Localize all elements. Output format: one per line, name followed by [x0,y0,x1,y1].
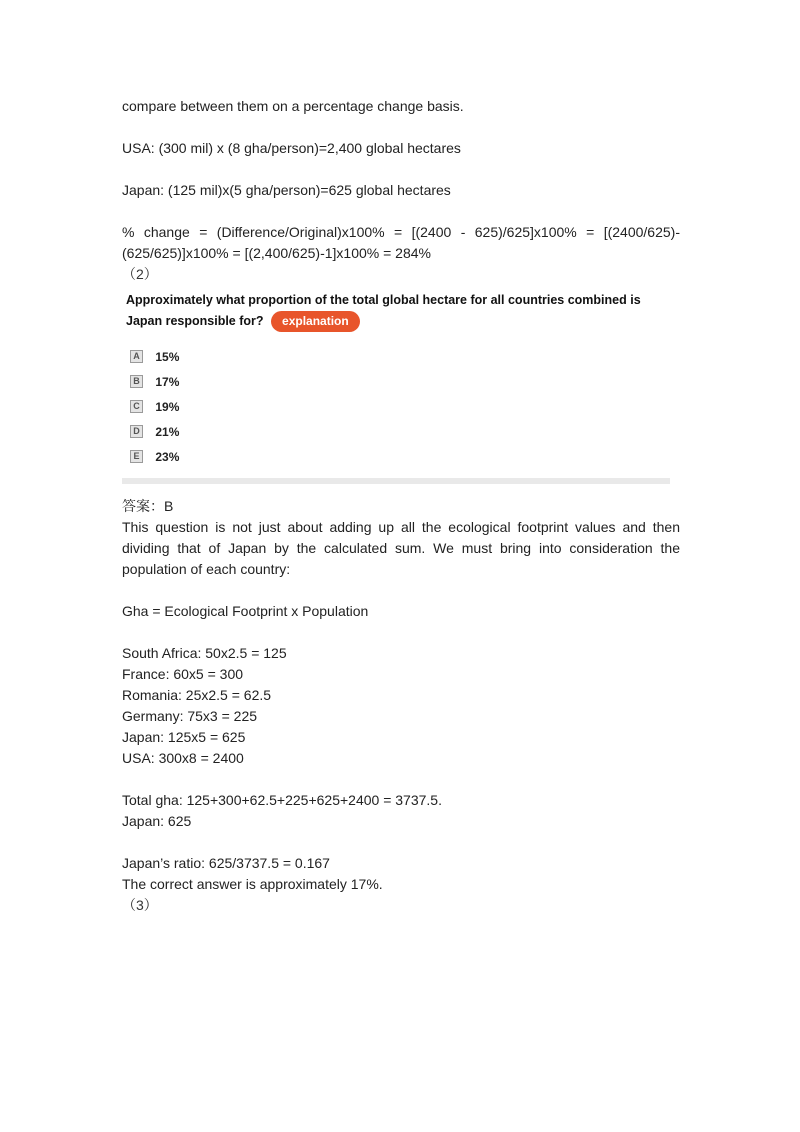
answer-option[interactable] [130,399,179,415]
country-calculation: USA: 300x8 = 2400 [122,750,244,766]
answer-option[interactable] [130,424,179,440]
conclusion: The correct answer is approximately 17%. [122,876,383,892]
option-letter-icon: A [130,350,143,363]
explanation-paragraph: This question is not just about adding up all the ecological footprint values and then dividing that of Japan by the calculated sum. We must bring into consideration the population of each country: [122,519,680,577]
answer-option[interactable] [130,349,179,365]
country-calculation: South Africa: 50x2.5 = 125 [122,645,287,661]
option-value: 21% [155,424,180,439]
country-calculation: France: 60x5 = 300 [122,666,244,682]
option-value: 17% [155,374,180,389]
usa-calculation: USA: (300 mil) x (8 gha/person)=2,400 global hectares [122,140,461,156]
country-calculation: Germany: 75x3 = 225 [122,708,258,724]
japan-calculation: Japan: (125 mil)x(5 gha/person)=625 global hectares [122,182,451,198]
country-calculation: Romania: 25x2.5 = 62.5 [122,687,272,703]
percent-change-formula: % change = (Difference/Original)x100% = [(2400 - 625)/625]x100% = [(2400/625)-(625/625)]x100% = [(2,400/625)-1]x100% = 284% [122,224,680,261]
explanation-button[interactable]: explanation [271,311,360,332]
total-gha: Total gha: 125+300+62.5+225+625+2400 = 3737.5. [122,792,442,808]
answer-label: 答案：B [122,498,174,514]
answer-option[interactable] [130,374,179,390]
japan-gha: Japan: 625 [122,813,192,829]
answer-option[interactable] [130,449,179,465]
option-letter-icon: C [130,400,143,413]
option-letter-icon: B [130,375,143,388]
question-prompt: Approximately what proportion of the total global hectare for all countries combined is Japan responsible for? [126,293,641,328]
section-number-3: （3） [122,897,158,913]
divider [122,478,670,484]
option-value: 23% [155,449,180,464]
option-value: 19% [155,399,180,414]
gha-formula: Gha = Ecological Footprint x Population [122,603,369,619]
option-letter-icon: D [130,425,143,438]
country-calculation: Japan: 125x5 = 625 [122,729,246,745]
question-screenshot [122,286,670,484]
japan-ratio: Japan’s ratio: 625/3737.5 = 0.167 [122,855,330,871]
question-text [126,290,666,332]
option-letter-icon: E [130,450,143,463]
option-value: 15% [155,349,180,364]
section-number-2: （2） [122,266,158,282]
intro-line: compare between them on a percentage change basis. [122,98,464,114]
